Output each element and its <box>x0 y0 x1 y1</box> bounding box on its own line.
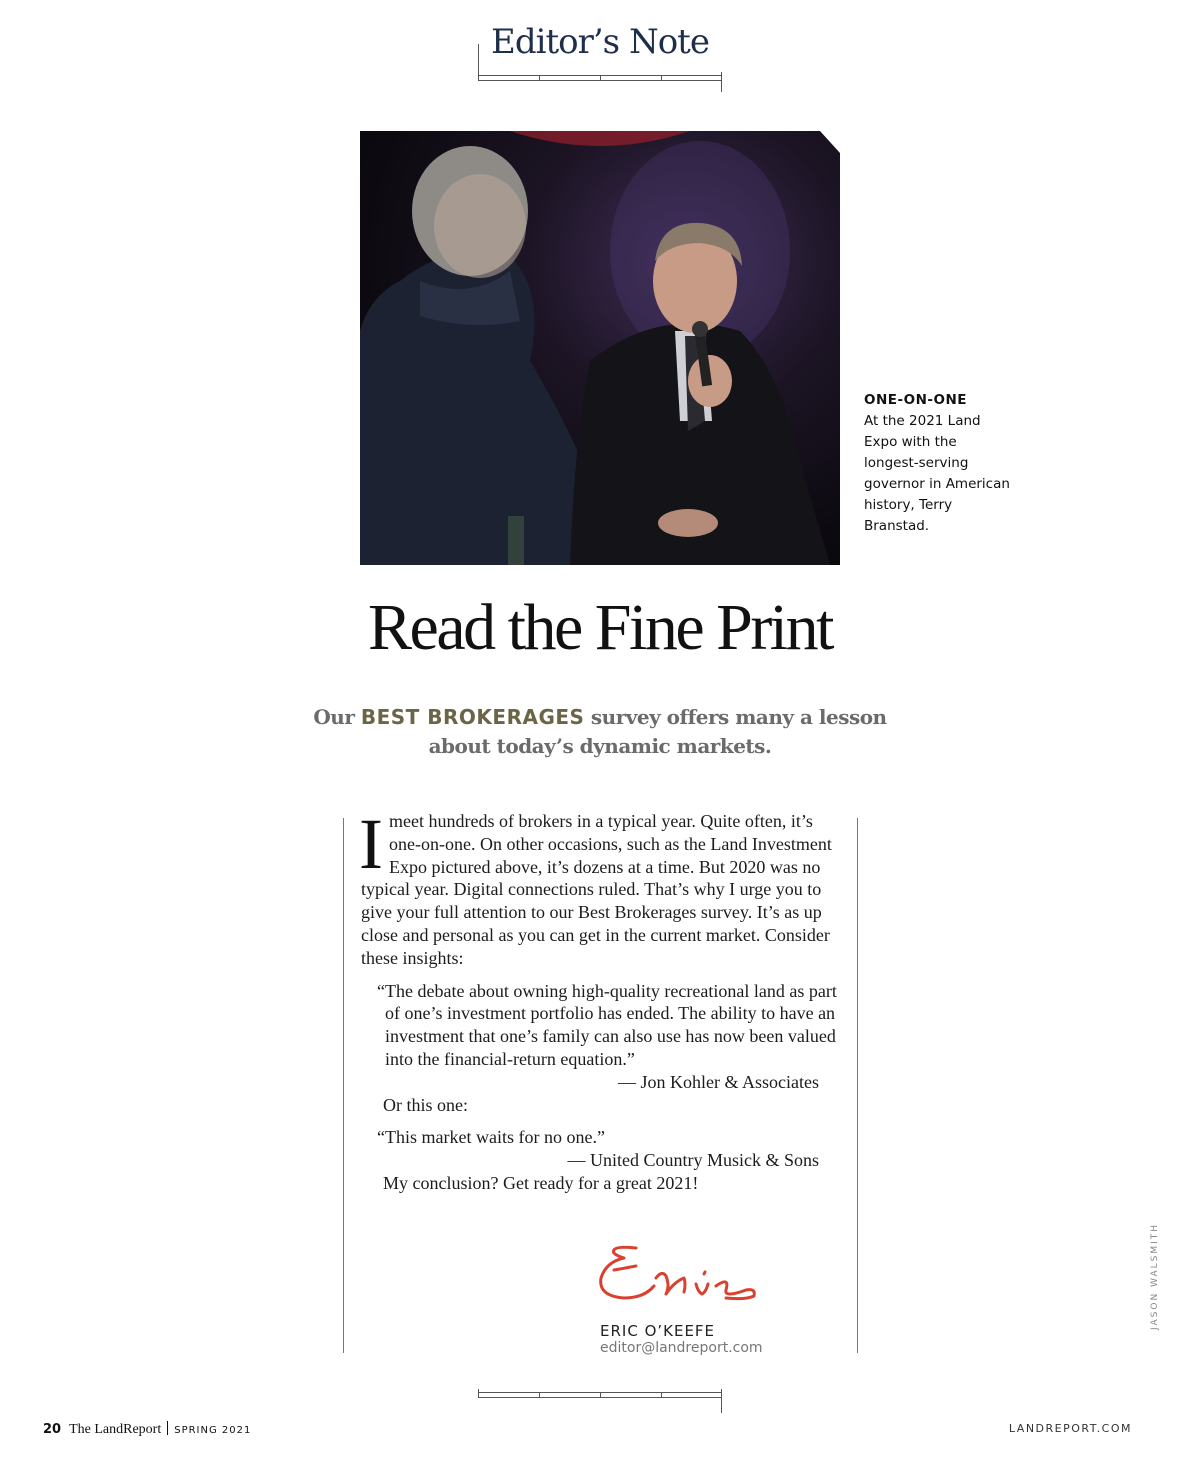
section-title: Editor’s Note <box>491 22 709 62</box>
conclusion-text: My conclusion? Get ready for a great 2021! <box>383 1172 699 1193</box>
footer-folio <box>43 1421 251 1438</box>
deck-before: Our <box>313 705 355 729</box>
footer-rule <box>478 1389 722 1409</box>
quote-2-attribution: — United Country Musick & Sons <box>567 1150 819 1171</box>
quote-1-attribution: — Jon Kohler & Associates <box>618 1071 819 1092</box>
article-left-rule <box>343 818 344 1353</box>
website-url[interactable]: LANDREPORT.COM <box>1008 1422 1132 1435</box>
handwritten-signature <box>596 1238 766 1308</box>
article-right-rule <box>857 818 858 1353</box>
caption-text: At the 2021 Land Expo with the longest-serving governor in American history, Terry Branstad. <box>864 413 1010 534</box>
magazine-name: The LandReport <box>69 1422 162 1437</box>
transition-text: Or this one: <box>383 1094 468 1115</box>
event-photo <box>360 131 840 565</box>
article-body <box>359 804 841 1195</box>
drop-cap: I <box>359 804 383 884</box>
intro-paragraph <box>359 804 841 970</box>
deck-after: survey offers many a lesson about today’s dynamic markets. <box>428 705 887 758</box>
quote-block-2 <box>361 1126 841 1172</box>
headline: Read the Fine Print <box>368 591 832 664</box>
deck <box>300 703 900 761</box>
author-email[interactable]: editor@landreport.com <box>600 1340 763 1356</box>
intro-text: meet hundreds of brokers in a typical year. Quite often, it’s one-on-one. On other occasions, such as the Land Investment Expo pictured above, it’s dozens at a time. But 2020 was no typical year. Digital connections ruled. That’s why I urge you to give your full attention to our Best Brokerages survey. It’s as up close and personal as you can get in the current market. Consider these insights: <box>361 811 832 968</box>
photo-caption <box>864 390 1014 537</box>
footer-divider <box>167 1421 168 1435</box>
quote-block-1 <box>361 980 841 1094</box>
caption-title: ONE-ON-ONE <box>864 392 967 408</box>
author-name: ERIC O’KEEFE <box>600 1322 716 1340</box>
issue-date: SPRING 2021 <box>174 1425 252 1436</box>
quote-2: “This market waits for no one.” <box>377 1127 605 1148</box>
photo-credit: JASON WALSMITH <box>1150 1222 1160 1330</box>
page-number: 20 <box>43 1422 62 1437</box>
header-rule <box>478 72 722 92</box>
deck-brand: BEST BROKERAGES <box>360 705 585 729</box>
quote-1: “The debate about owning high-quality recreational land as part of one’s investment portfolio has ended. The ability to have an investment that one’s family can also use has now been valued into the financial-return equation.” <box>377 980 837 1069</box>
